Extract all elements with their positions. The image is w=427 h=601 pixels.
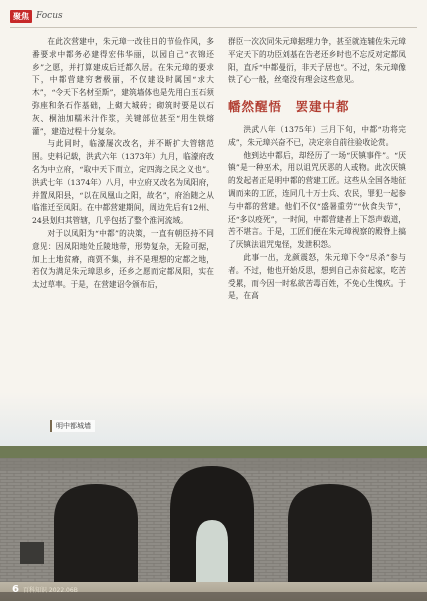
paragraph: 群臣一次次同朱元璋据理力争，甚至就连辅佐朱元璋平定天下的功臣刘基在告老还乡时也不忘反对定都凤阳，直斥“中都曼衍，非天子居也”。不过，朱元璋像铁了心一般，丝毫没有理会这些意见。	[228, 37, 406, 85]
section-header	[10, 9, 63, 23]
right-column	[228, 36, 406, 303]
paragraph: 对于以凤阳为“中都”的决策，一直有朝臣持不同意见：因凤阳地处丘陵地带，形势复杂，无险可据，加上土地贫瘠，商贾不集，并不是理想的定都之地，若仅为满足朱元璋思乡，还乡之愿而定都凤阳，实在太过草率。于是，在营建诏令颁布后，	[32, 228, 214, 290]
header-rule	[10, 27, 417, 28]
page-footer	[12, 584, 78, 595]
photo-caption: 明中都城墙	[50, 420, 95, 432]
paragraph: 与此同时，临濠屡次改名，并不断扩大管辖范围。史料记载，洪武六年（1373年）九月，临濠府改名为中立府，“取中天下而立，定四海之民之义也”。洪武七年（1374年）八月，中立府又改名为凤阳府，并置凤阳县，“以在凤凰山之阳，故名”，府治随之从临淮迁至凤阳。在中都营建期间，周边先后有12州、24县划归其管辖，几乎包括了整个淮河流域。	[32, 139, 214, 226]
left-column	[32, 36, 214, 292]
page-number: 6	[12, 584, 19, 595]
paragraph: 在此次营建中，朱元璋一改往日的节俭作风，多番要求中都务必建得宏伟华丽，以园自己“衣锦还乡”之愿，并打算建成后迁都久居。在朱元璋的要求下，中都营建穷奢极丽，不仅建设时属国“求大木”，“令天下名材至斯”，建筑墙体也是先用白玉石须弥座和条石作基础，上砌大城砖；砌筑时要是以石灰、桐油加糯米汁作浆，关键部位甚至“用生铁熔灌”，建造过程十分复杂。	[32, 37, 214, 136]
paragraph: 洪武八年（1375年）三月下旬，中都“功将完成”，朱元璋兴奋不已，决定亲自前往验收论赏。	[228, 124, 406, 147]
paragraph: 他到达中都后，却经历了一场“厌镇事件”。“厌镇”是一种巫术，用以诅咒厌恶的人或物。此次厌镇的发起者正是明中都的营建工匠。这些从全国各地征调而来的工匠，连同几十万士兵、农民，罪犯一起参与中都的营建。他们不仅“盛暑重劳”“伙食失节”，还“多以疫死”，一时间，中都营建者上下怨声载道，苦不堪言。于是，工匠们便在朱元璋视察的殿脊上搞了厌镇法诅咒鬼怪，发泄积怨。	[228, 150, 406, 250]
paragraph: 此事一出，龙颜震怒，朱元璋下令“尽杀”参与者。不过，他也开始反思，想到自己赤贫起家，吃苦受累，而今因一时私欲苦毒百姓，不免心生愧疚。于是，在高	[228, 252, 406, 301]
section-tag: 聚焦	[10, 10, 32, 23]
section-tag-en: Focus	[36, 11, 63, 21]
magazine-name: 百科知识 2022.06B	[22, 587, 78, 594]
section-subheading: 幡然醒悟 罢建中都	[228, 99, 350, 115]
